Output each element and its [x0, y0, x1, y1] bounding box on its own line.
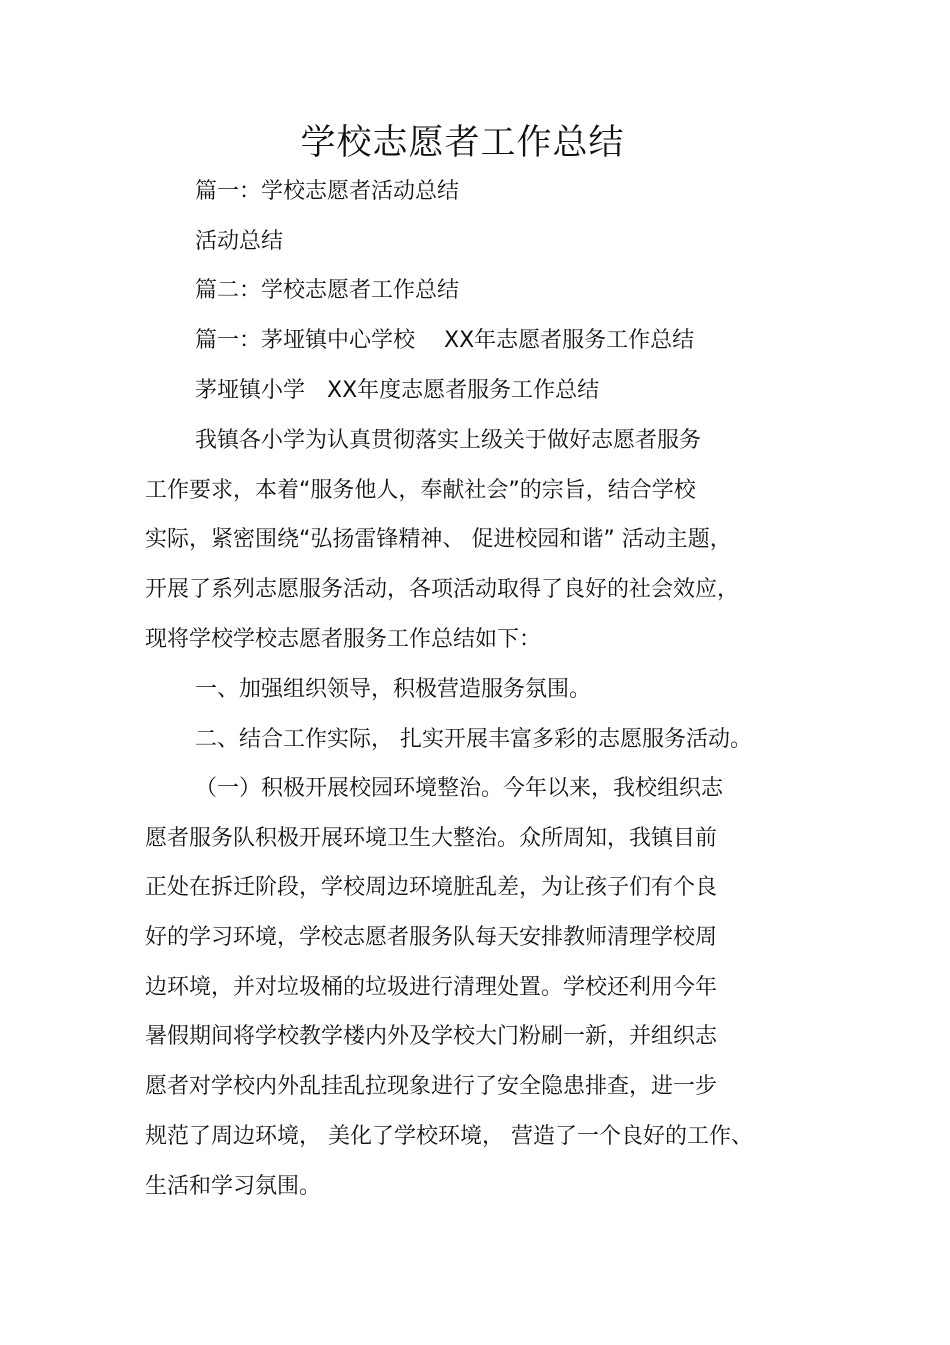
text-line: 规范了周边环境， 美化了学校环境， 营造了一个良好的工作、 [145, 1124, 753, 1149]
text-line: 边环境，并对垃圾桶的垃圾进行清理处置。学校还利用今年 [145, 975, 718, 1000]
text-line: 二、结合工作实际， 扎实开展丰富多彩的志愿服务活动。 [195, 727, 752, 752]
document-title: 学校志愿者工作总结 [300, 123, 625, 163]
text-line: 生活和学习氛围。 [145, 1174, 322, 1199]
text-line: 茅垭镇小学 XX年度志愿者服务工作总结 [195, 378, 600, 403]
text-line: 现将学校学校志愿者服务工作总结如下： [145, 627, 542, 652]
text-line: 篇一：茅垭镇中心学校 XX年志愿者服务工作总结 [195, 328, 695, 353]
text-line: 愿者服务队积极开展环境卫生大整治。众所周知，我镇目前 [145, 826, 718, 851]
text-line: 我镇各小学为认真贯彻落实上级关于做好志愿者服务 [195, 428, 702, 453]
text-line: 实际，紧密围绕“弘扬雷锋精神、 促进校园和谐” 活动主题， [145, 527, 732, 552]
text-line: 工作要求，本着“服务他人，奉献社会”的宗旨，结合学校 [145, 478, 696, 503]
text-line: （一）积极开展校园环境整治。今年以来，我校组织志 [195, 776, 724, 801]
text-line: 篇一：学校志愿者活动总结 [195, 179, 460, 204]
text-line: 一、加强组织领导，积极营造服务氛围。 [195, 677, 592, 702]
text-line: 篇二：学校志愿者工作总结 [195, 278, 460, 303]
text-line: 开展了系列志愿服务活动，各项活动取得了良好的社会效应， [145, 577, 740, 602]
text-line: 正处在拆迁阶段，学校周边环境脏乱差，为让孩子们有个良 [145, 875, 718, 900]
text-line: 活动总结 [195, 229, 284, 254]
text-line: 暑假期间将学校教学楼内外及学校大门粉刷一新，并组织志 [145, 1024, 718, 1049]
text-line: 愿者对学校内外乱挂乱拉现象进行了安全隐患排查，进一步 [145, 1074, 718, 1099]
text-line: 好的学习环境，学校志愿者服务队每天安排教师清理学校周 [145, 925, 718, 950]
